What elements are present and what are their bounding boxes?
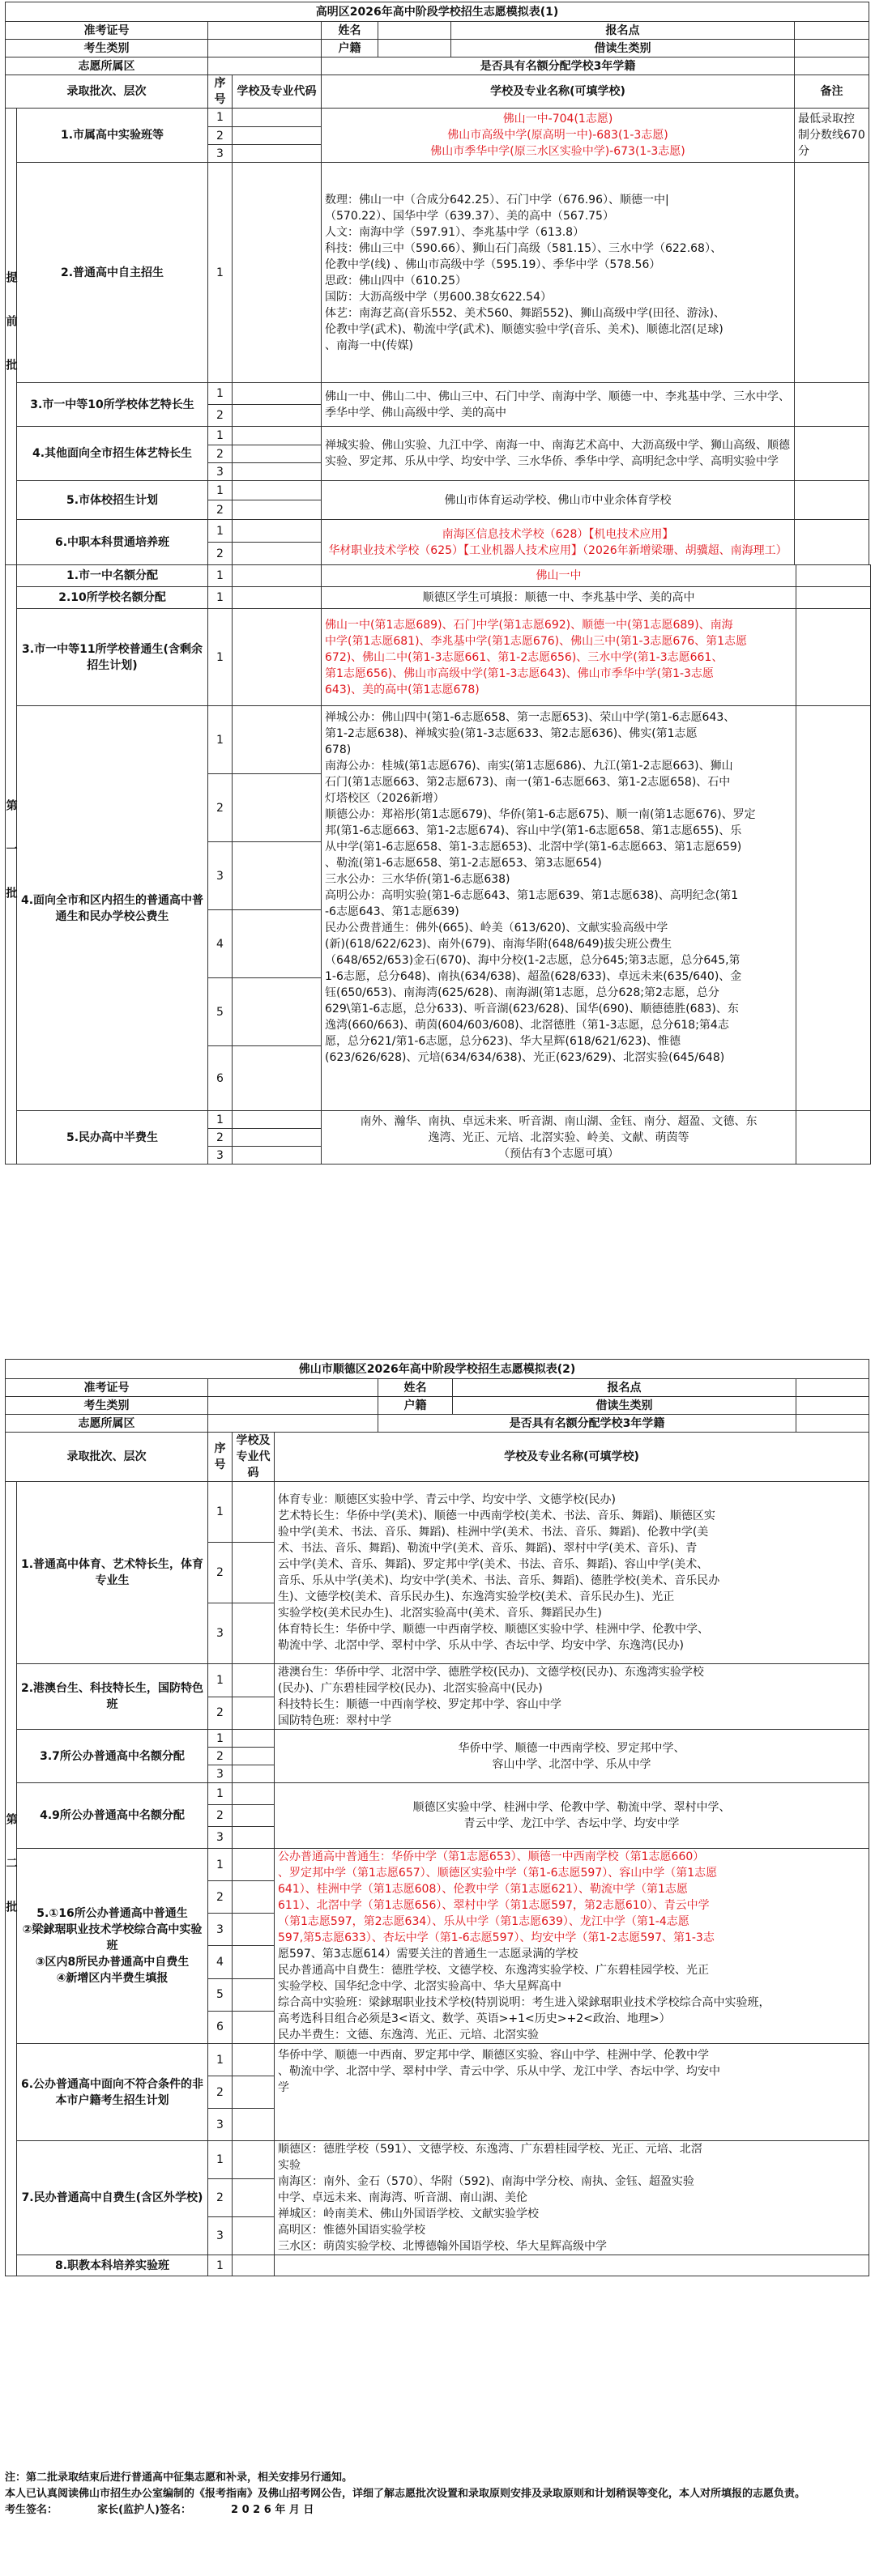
borrow-category-label: 借读生类别 (451, 40, 795, 57)
f2-label: 2.10所学校名额分配 (17, 587, 208, 609)
text-line: 艺术特长生：华侨中学(美术)、顺德一中西南学校(美术、书法、音乐、舞蹈)、顺德区实 (278, 1509, 715, 1522)
s5-content (275, 1849, 869, 2044)
text-line: 术、书法、音乐、舞蹈)、勒流中学(美术、音乐、舞蹈)、翠村中学(美术、音乐)、青 (278, 1542, 698, 1555)
code-field[interactable] (233, 163, 322, 383)
text-line: 邦(第1-6志愿663、第1-2志愿674)、容山中学(第1-6志愿658、第1志愿655)、乐 (325, 824, 742, 837)
seq-1: 1 (208, 1482, 233, 1543)
code-field[interactable] (233, 481, 322, 500)
seq-6: 6 (208, 1046, 233, 1111)
sec2-label: 2.普通高中自主招生 (17, 163, 208, 383)
text-line: 641）、桂洲中学（第1志愿608）、伦教中学（第1志愿621）、勒流中学（第1志愿 (278, 1883, 688, 1896)
text-line: 高考选科目组合必须是3<语文、数学、英语>+1<历史>+2<政治、地理>） (278, 2012, 671, 2025)
text-line: 逸湾(660/663)、萌茵(604/603/608)、北滘德胜（第1-3志愿，总分618;第4志 (325, 1019, 729, 1032)
name-field[interactable] (378, 22, 451, 40)
code-field[interactable] (233, 543, 322, 565)
district-label: 志愿所属区 (6, 57, 208, 75)
text-line: 华材职业技术学校（625）【工业机器人技术应用】（2026年新增梁珊、胡骥超、南海理工） (328, 543, 788, 557)
s4-content (275, 1783, 869, 1849)
text-line: 三水区：萌茵实验学校、北博德翰外国语学校、华大星辉高级中学 (278, 2240, 607, 2253)
code-field[interactable] (233, 520, 322, 543)
text-line: 综合高中实验班：梁銶琚职业技术学校(特别说明：考生进入梁銶琚职业技术学校综合高中实验班， (278, 1996, 770, 2009)
s3-content (275, 1730, 869, 1783)
text-line: 佛山市季华中学(原三水区实验中学)-673(1-3志愿) (430, 145, 685, 158)
remark-field (795, 427, 869, 481)
text-line: 云中学(美术、音乐、舞蹈)、罗定邦中学(美术、书法、音乐、舞蹈)、容山中学(美术、 (278, 1558, 709, 1571)
seq-1: 1 (208, 383, 233, 405)
text-line: 南海公办：桂城(第1志愿676)、南实(第1志愿686)、九江(第1-2志愿663)、狮山 (325, 760, 733, 773)
text-line: （648/652/653)金石(670)、海中分校(1-2志愿，总分645;第3志愿，总分645,第 (325, 954, 741, 967)
code-field[interactable] (233, 1697, 275, 1730)
seq-4: 4 (208, 910, 233, 978)
text-line: 顺德公办：郑裕彤(第1志愿679)、华侨(第1-6志愿675)、顺一南(第1志愿676)、罗定 (325, 808, 756, 821)
s8-label: 8.职教本科培养实验班 (17, 2255, 208, 2276)
seq-header: 序号 (208, 75, 233, 109)
exam-no-label: 准考证号 (6, 1379, 208, 1397)
code-field[interactable] (233, 587, 322, 609)
sec5-content: 佛山市体育运动学校、佛山市中业余体育学校 (322, 481, 795, 520)
text-line: (民办)、广东碧桂园学校(民办)、北滘实验高中(民办) (278, 1682, 543, 1695)
seq-2: 2 (208, 1697, 233, 1730)
seq-2: 2 (208, 2179, 233, 2217)
seq-1: 1 (208, 1849, 233, 1881)
s6-label: 6.公办普通高中面向不符合条件的非本市户籍考生招生计划 (17, 2044, 208, 2141)
code-field[interactable] (233, 910, 322, 978)
s5-label-line: ②梁銶琚职业技术学校综合高中实验班 (22, 1923, 203, 1952)
school-name-header: 学校及专业名称(可填学校) (275, 1433, 869, 1482)
code-field[interactable] (233, 1881, 275, 1914)
seq-1: 1 (208, 706, 233, 774)
code-field[interactable] (233, 383, 322, 405)
batch-second-label: 第二批 (6, 1482, 17, 2276)
text-line: 678) (325, 743, 352, 756)
s7-label: 7.民办普通高中自费生(含区外学校) (17, 2141, 208, 2255)
code-header: 学校及专业代码 (233, 75, 322, 109)
seq-1: 1 (208, 587, 233, 609)
text-line: 容山中学、北滘中学、乐从中学 (492, 1757, 651, 1771)
remark-field (796, 609, 871, 706)
hukou-label: 户籍 (378, 1397, 453, 1415)
quota-label: 是否具有名额分配学校3年学籍 (322, 57, 795, 75)
text-line: 青云中学、龙江中学、杏坛中学、均安中学 (463, 1817, 680, 1830)
code-field[interactable] (233, 706, 322, 774)
category-label: 考生类别 (6, 1397, 208, 1415)
text-line: 672)、佛山二中(第1-3志愿661、第1-2志愿656)、三水中学(第1-3志愿661、 (325, 650, 723, 664)
form-2-title: 佛山市顺德区2026年高中阶段学校招生志愿模拟表(2) (6, 1360, 869, 1379)
code-field[interactable] (233, 842, 322, 910)
code-field[interactable] (233, 1664, 275, 1697)
text-line: （预估有3个志愿可填） (498, 1147, 619, 1160)
text-line: 高明公办：高明实验(第1-6志愿643、第1志愿639、第1志愿638)、高明纪念(第1 (325, 889, 739, 902)
seq-5: 5 (208, 978, 233, 1046)
text-line: 民办半费生：文德、东逸湾、光正、元培、北滘实验 (278, 2029, 539, 2042)
code-field[interactable] (233, 2255, 275, 2276)
seq-1: 1 (208, 1664, 233, 1697)
text-line: 国防特色班：翠村中学 (278, 1714, 391, 1727)
sec6-content (322, 520, 795, 565)
seq-3: 3 (208, 1603, 233, 1664)
form-1-table (5, 2, 869, 565)
seq-1: 1 (208, 163, 233, 383)
seq-3: 3 (208, 145, 233, 163)
text-line: 数理：佛山一中（合成分642.25）、石门中学（676.96）、顺德一中| (325, 193, 669, 207)
text-line: 愿597、第3志愿614）需要关注的普通生一志愿录满的学校 (278, 1948, 578, 1961)
district-field[interactable] (208, 1415, 378, 1433)
form-1-title: 高明区2026年高中阶段学校招生志愿模拟表(1) (6, 2, 869, 22)
footer-note-2: 本人已认真阅读佛山市招生办公室编制的《报考指南》及佛山招考网公告，详细了解志愿批次设置和录取原则安排及录取原则和计划稍误等变化，本人对所填报的志愿负责。 (5, 2488, 806, 2500)
seq-5: 5 (208, 1978, 233, 2011)
text-line: 佛山市高级中学(原高明一中)-683(1-3志愿) (447, 129, 668, 142)
sec3-content: 佛山一中、佛山二中、佛山三中、石门中学、南海中学、顺德一中、李兆基中学、三水中学、季华中学、佛山高级中学、美的高中 (322, 383, 795, 427)
seq-1: 1 (208, 2044, 233, 2076)
code-field[interactable] (233, 2109, 275, 2141)
batch-header: 录取批次、层次 (6, 75, 208, 109)
text-line: 南外、瀚华、南执、卓远未来、听音湖、南山湖、金钰、南分、超盈、文德、东 (360, 1114, 758, 1128)
code-field[interactable] (233, 978, 322, 1046)
code-field[interactable] (233, 1543, 275, 1603)
s5-label-line: ④新增区内半费生填报 (56, 1972, 169, 1985)
f4-label: 4.面向全市和区内招生的普通高中普通生和民办学校公费生 (17, 706, 208, 1111)
code-field[interactable] (233, 405, 322, 427)
remark-field (795, 163, 869, 383)
seq-3: 3 (208, 463, 233, 481)
remark-field (796, 565, 871, 587)
remark-field (796, 706, 871, 1111)
text-line: 三水公办：三水华侨(第1-6志愿638) (325, 873, 510, 886)
text-line: 愿，总分621/第1-6志愿，总分623)、华大星辉(618/621/623)、惟德 (325, 1035, 681, 1048)
text-line: 顺德区：德胜学校（591）、文德学校、东逸湾、广东碧桂园学校、光正、元培、北滘 (278, 2143, 702, 2156)
quota-field[interactable] (796, 1415, 869, 1433)
text-line: 伦教中学(武术)、勒流中学(武术)、顺德实验中学(音乐、美术)、顺德北滘(足球) (325, 322, 723, 336)
code-field[interactable] (233, 1147, 322, 1165)
seq-3: 3 (208, 2109, 233, 2141)
seq-2: 2 (208, 1129, 233, 1147)
text-line: 石门(第1志愿663、第2志愿673)、南一(第1-6志愿663、第1-2志愿658)、石中 (325, 776, 731, 789)
text-line: 逸湾、光正、元培、北滘实验、岭美、文献、萌茵等 (428, 1130, 689, 1144)
district-field[interactable] (208, 57, 322, 75)
text-line: 民办普通高中自费生：德胜学校、文德学校、东逸湾实验学校、广东碧桂园学校、光正 (278, 1964, 709, 1977)
s5-label-line: ③区内8所民办普通高中自费生 (35, 1956, 190, 1969)
text-line: -6志愿643、第1志愿639) (325, 905, 459, 918)
quota-field[interactable] (795, 57, 869, 75)
text-line: (623/626/628)、元培(634/634/638)、光正(623/629)、北滘实验(645/648) (325, 1051, 725, 1064)
category-field[interactable] (208, 40, 322, 57)
seq-1: 1 (208, 2255, 233, 2276)
text-line: 国防：大沥高级中学（男600.38女622.54） (325, 290, 552, 304)
code-field[interactable] (233, 565, 322, 587)
seq-2: 2 (208, 1748, 233, 1765)
text-line: 勒流中学、北滘中学、翠村中学、乐从中学、杏坛中学、均安中学、东逸湾(民办) (278, 1639, 684, 1652)
exam-no-label: 准考证号 (6, 22, 208, 40)
sec3-label: 3.市一中等10所学校体艺特长生 (17, 383, 208, 427)
text-line: 第1-2志愿638)、禅城实验(第1-3志愿633、第2志愿636)、佛实(第1志愿 (325, 727, 698, 740)
seq-2: 2 (208, 1543, 233, 1603)
code-field[interactable] (233, 2076, 275, 2109)
name-label: 姓名 (322, 22, 378, 40)
seq-1: 1 (208, 109, 233, 127)
seq-3: 3 (208, 842, 233, 910)
code-field[interactable] (233, 1765, 275, 1783)
text-line: 、南海一中(传媒) (325, 338, 413, 352)
student-signature-label: 考生签名： (5, 2504, 58, 2516)
hukou-field[interactable] (378, 40, 451, 57)
text-line: （570.22）、国华中学（639.37）、美的高中（567.75） (325, 209, 614, 223)
text-line: 实验学校(美术民办生)、北滘实验高中(美术、音乐、舞蹈民办生) (278, 1607, 602, 1620)
text-line: 从中学(第1-6志愿658、第1-3志愿653)、北滘中学(第1-6志愿663、第1志愿659) (325, 841, 742, 854)
text-line: 体育特长生：华侨中学、顺德一中西南学校、顺德区实验中学、桂洲中学、伦教中学、 (278, 1623, 709, 1636)
code-field[interactable] (233, 1482, 275, 1543)
text-line: 629\第1-6志愿，总分633)、听音湖(623/628)、国华(690)、顺德德胜(683)、东 (325, 1003, 739, 1015)
text-line: 禅城区：岭南美术、佛山外国语学校、文献实验学校 (278, 2208, 539, 2220)
seq-1: 1 (208, 2141, 233, 2179)
text-line: 597,第5志愿633）、杏坛中学（第1-6志愿597）、均安中学（第1-2志愿597、第1-3志 (278, 1931, 715, 1944)
text-line: 、罗定邦中学（第1志愿657）、顺德区实验中学（第1-6志愿597）、容山中学（第1志愿 (278, 1867, 718, 1880)
text-line: 思政：佛山四中（610.25） (325, 274, 467, 287)
report-point-label: 报名点 (451, 22, 795, 40)
code-field[interactable] (233, 463, 322, 481)
s6-content (275, 2044, 869, 2141)
exam-no-field[interactable] (208, 22, 322, 40)
name-label: 姓名 (378, 1379, 453, 1397)
batch-header: 录取批次、层次 (6, 1433, 208, 1482)
code-field[interactable] (233, 2141, 275, 2179)
text-line: (新)(618/622/623)、南外(679)、南海华附(648/649)拔尖班公费生 (325, 938, 672, 951)
sec4-label: 4.其他面向全市招生体艺特长生 (17, 427, 208, 481)
seq-2: 2 (208, 2076, 233, 2109)
text-line: 南海区信息技术学校（628）【机电技术应用】 (442, 527, 674, 541)
s2-label: 2.港澳台生、科技特长生，国防特色班 (17, 1664, 208, 1730)
seq-2: 2 (208, 1805, 233, 1827)
s7-content (275, 2141, 869, 2255)
text-line: 1-6志愿，总分648)、南执(634/638)、超盈(628/633)、卓远未来(635/640)、金 (325, 970, 742, 983)
remark-field (796, 587, 871, 609)
sec1-content (322, 109, 795, 163)
text-line: 实验 (278, 2159, 301, 2172)
code-field[interactable] (233, 774, 322, 842)
code-field[interactable] (233, 445, 322, 463)
batch-first-label: 第一批 (6, 565, 17, 1165)
seq-3: 3 (208, 1147, 233, 1165)
code-field[interactable] (233, 1603, 275, 1664)
code-field[interactable] (233, 127, 322, 145)
code-field[interactable] (233, 1730, 275, 1748)
borrow-category-field[interactable] (796, 1397, 869, 1415)
s1-content (275, 1482, 869, 1664)
s1-label: 1.普通高中体育、艺术特长生，体育专业生 (17, 1482, 208, 1664)
sec4-content: 禅城实验、佛山实验、九江中学、南海一中、南海艺术高中、大沥高级中学、狮山高级、顺德实验、罗定邦、乐从中学、均安中学、三水华侨、季华中学、高明纪念中学、高明实验中学 (322, 427, 795, 481)
f4-content (322, 706, 796, 1111)
text-line: 643)、美的高中(第1志愿678) (325, 683, 480, 696)
code-field[interactable] (233, 1111, 322, 1129)
code-field[interactable] (233, 1805, 275, 1827)
code-field[interactable] (233, 1046, 322, 1111)
hukou-label: 户籍 (322, 40, 378, 57)
s5-label-line: 5.①16所公办普通高中普通生 (36, 1907, 188, 1920)
seq-2: 2 (208, 445, 233, 463)
f5-content (322, 1111, 796, 1165)
f3-label: 3.市一中等11所学校普通生(含剩余招生计划) (17, 609, 208, 706)
sec6-label: 6.中职本科贯通培养班 (17, 520, 208, 565)
sec1-remark: 最低录取控制分数线670分 (795, 109, 869, 163)
report-point-label: 报名点 (453, 1379, 796, 1397)
code-field[interactable] (233, 609, 322, 706)
code-field[interactable] (233, 1978, 275, 2011)
text-line: 钰(650/653)、南海湾(625/628)、南海湖(第1志愿，总分628;第2志愿，总分 (325, 986, 719, 999)
remark-field (795, 520, 869, 565)
code-field[interactable] (233, 2044, 275, 2076)
s8-content (275, 2255, 869, 2276)
category-label: 考生类别 (6, 40, 208, 57)
text-line: 体艺：南海艺高(音乐552、美术560、舞蹈552)、狮山高级中学(田径、游泳)、 (325, 306, 726, 320)
text-line: 华侨中学、顺德一中西南学校、罗定邦中学、 (458, 1741, 685, 1755)
text-line: 中学(第1志愿681)、李兆基中学(第1志愿676)、佛山三中(第1-3志愿676、第1志愿 (325, 634, 748, 648)
sec2-content (322, 163, 795, 383)
text-line: 科技：佛山三中（590.66）、狮山石门高级（581.15）、三水中学（622.68）、 (325, 241, 722, 255)
code-field[interactable] (233, 1748, 275, 1765)
seq-3: 3 (208, 1914, 233, 1946)
remark-header: 备注 (795, 75, 869, 109)
seq-1: 1 (208, 520, 233, 543)
form-2 (5, 1359, 869, 2276)
text-line: 灯塔校区（2026新增） (325, 792, 445, 805)
text-line: 人文：南海中学（597.91）、李兆基中学（613.8） (325, 225, 585, 239)
report-point-field[interactable] (795, 22, 869, 40)
seq-3: 3 (208, 1827, 233, 1849)
seq-2: 2 (208, 405, 233, 427)
sec1-label: 1.市属高中实验班等 (17, 109, 208, 163)
text-line: 顺德区实验中学、桂洲中学、伦教中学、勒流中学、翠村中学、 (412, 1801, 731, 1814)
text-line: 华侨中学、顺德一中西南、罗定邦中学、顺德区实验、容山中学、桂洲中学、伦教中学 (278, 2049, 709, 2062)
sec5-label: 5.市体校招生计划 (17, 481, 208, 520)
s3-label: 3.7所公办普通高中名额分配 (17, 1730, 208, 1783)
report-point-field[interactable] (796, 1379, 869, 1397)
code-field[interactable] (233, 1129, 322, 1147)
text-line: 中学、卓远未来、南海湾、听音湖、南山湖、美伦 (278, 2191, 527, 2204)
exam-no-field[interactable] (208, 1379, 378, 1397)
text-line: 禅城公办：佛山四中(第1-6志愿658、第一志愿653)、荣山中学(第1-6志愿643、 (325, 711, 736, 724)
seq-3: 3 (208, 1765, 233, 1783)
code-field[interactable] (233, 1849, 275, 1881)
text-line: 公办普通高中普通生：华侨中学（第1志愿653）、顺德一中西南学校（第1志愿660） (278, 1850, 705, 1863)
f1-label: 1.市一中名额分配 (17, 565, 208, 587)
seq-1: 1 (208, 565, 233, 587)
form-2-table (5, 1359, 869, 2276)
seq-1: 1 (208, 609, 233, 706)
seq-2: 2 (208, 774, 233, 842)
text-line: 音乐、乐从中学(美术)、均安中学(美术、书法、音乐、舞蹈)、德胜学校(美术、音乐民办 (278, 1574, 720, 1587)
s2-content (275, 1664, 869, 1730)
seq-1: 1 (208, 1111, 233, 1129)
seq-1: 1 (208, 1730, 233, 1748)
text-line: 第1志愿656)、佛山市高级中学(第1-3志愿643)、佛山市季华中学(第1-3志愿 (325, 666, 714, 680)
text-line: （第1志愿597，第2志愿634）、乐从中学（第1志愿639）、龙江中学（第1-4志愿 (278, 1915, 689, 1928)
code-field[interactable] (233, 109, 322, 127)
code-header: 学校及专业代码 (233, 1433, 275, 1482)
f5-label: 5.民办高中半费生 (17, 1111, 208, 1165)
seq-2: 2 (208, 1881, 233, 1914)
s5-label (17, 1849, 208, 2044)
footer-signatures (5, 2502, 869, 2519)
borrow-category-label: 借读生类别 (453, 1397, 796, 1415)
school-name-header: 学校及专业名称(可填学校) (322, 75, 795, 109)
code-field[interactable] (233, 427, 322, 445)
seq-4: 4 (208, 1946, 233, 1978)
code-field[interactable] (233, 2179, 275, 2217)
seq-2: 2 (208, 543, 233, 565)
code-field[interactable] (233, 500, 322, 520)
text-line: 佛山一中(第1志愿689)、石门中学(第1志愿692)、顺德一中(第1志愿689)、南海 (325, 618, 733, 632)
batch-early-label: 提前批 (6, 109, 17, 565)
code-field[interactable] (233, 2011, 275, 2043)
text-line: 学 (278, 2081, 289, 2094)
text-line: 生)、文德学校(美术、音乐民办生)、东逸湾实验学校(美术、音乐民办生)、光正 (278, 1590, 675, 1603)
text-line: 高明区：惟德外国语实验学校 (278, 2224, 425, 2237)
form-1-first-batch (5, 564, 871, 1165)
text-line: 伦教中学(线) 、佛山市高级中学（595.19）、季华中学（578.56） (325, 258, 661, 271)
remark-field (796, 1111, 871, 1165)
category-field[interactable] (208, 1397, 378, 1415)
code-field[interactable] (233, 1783, 275, 1805)
district-label: 志愿所属区 (6, 1415, 208, 1433)
text-line: 港澳台生：华侨中学、北滘中学、德胜学校(民办)、文德学校(民办)、东逸湾实验学校 (278, 1666, 704, 1679)
form-1 (5, 2, 869, 1165)
text-line: 科技特长生：顺德一中西南学校、罗定邦中学、容山中学 (278, 1698, 561, 1711)
parent-signature-label: 家长(监护人)签名： (97, 2504, 191, 2516)
text-line: 民办公费普通生：佛外(665)、岭美（613/620)、文献实验高级中学 (325, 922, 668, 935)
text-line: 南海区：南外、金石（570）、华附（592)、南海中学分校、南执、金钰、超盈实验 (278, 2175, 694, 2188)
text-line: 体育专业：顺德区实验中学、青云中学、均安中学、文德学校(民办) (278, 1493, 616, 1506)
text-line: 验中学(美术、书法、音乐、舞蹈)、桂洲中学(美术、书法、音乐、舞蹈)、伦教中学(美 (278, 1526, 709, 1539)
seq-1: 1 (208, 481, 233, 500)
seq-2: 2 (208, 500, 233, 520)
seq-2: 2 (208, 127, 233, 145)
borrow-category-field[interactable] (795, 40, 869, 57)
footer-notes (5, 2470, 869, 2519)
remark-field (795, 383, 869, 427)
date-label: 2 0 2 6 年 月 日 (231, 2504, 314, 2516)
footer-note-1: 注：第二批录取结束后进行普通高中征集志愿和补录，相关安排另行通知。 (5, 2472, 353, 2484)
seq-header: 序号 (208, 1433, 233, 1482)
seq-6: 6 (208, 2011, 233, 2043)
code-field[interactable] (233, 145, 322, 163)
f2-content: 顺德区学生可填报：顺德一中、李兆基中学、美的高中 (322, 587, 796, 609)
text-line: 佛山一中-704(1志愿) (502, 113, 613, 126)
code-field[interactable] (233, 2217, 275, 2255)
code-field[interactable] (233, 1946, 275, 1978)
code-field[interactable] (233, 1827, 275, 1849)
seq-3: 3 (208, 2217, 233, 2255)
quota-label: 是否具有名额分配学校3年学籍 (378, 1415, 796, 1433)
seq-1: 1 (208, 427, 233, 445)
seq-1: 1 (208, 1783, 233, 1805)
f1-content: 佛山一中 (322, 565, 796, 587)
code-field[interactable] (233, 1914, 275, 1946)
s4-label: 4.9所公办普通高中名额分配 (17, 1783, 208, 1849)
text-line: 、勒流(第1-6志愿658、第1-2志愿653、第3志愿654) (325, 857, 602, 870)
f3-content (322, 609, 796, 706)
remark-field (795, 481, 869, 520)
text-line: 、勒流中学、北滘中学、翠村中学、青云中学、乐从中学、龙江中学、杏坛中学、均安中 (278, 2065, 720, 2078)
text-line: 611）、北滘中学（第1志愿656）、翠村中学（第1志愿597，第2志愿610）、青云中学 (278, 1899, 710, 1912)
text-line: 实验学校、国华纪念中学、北滘实验高中、华大星辉高中 (278, 1980, 561, 1993)
